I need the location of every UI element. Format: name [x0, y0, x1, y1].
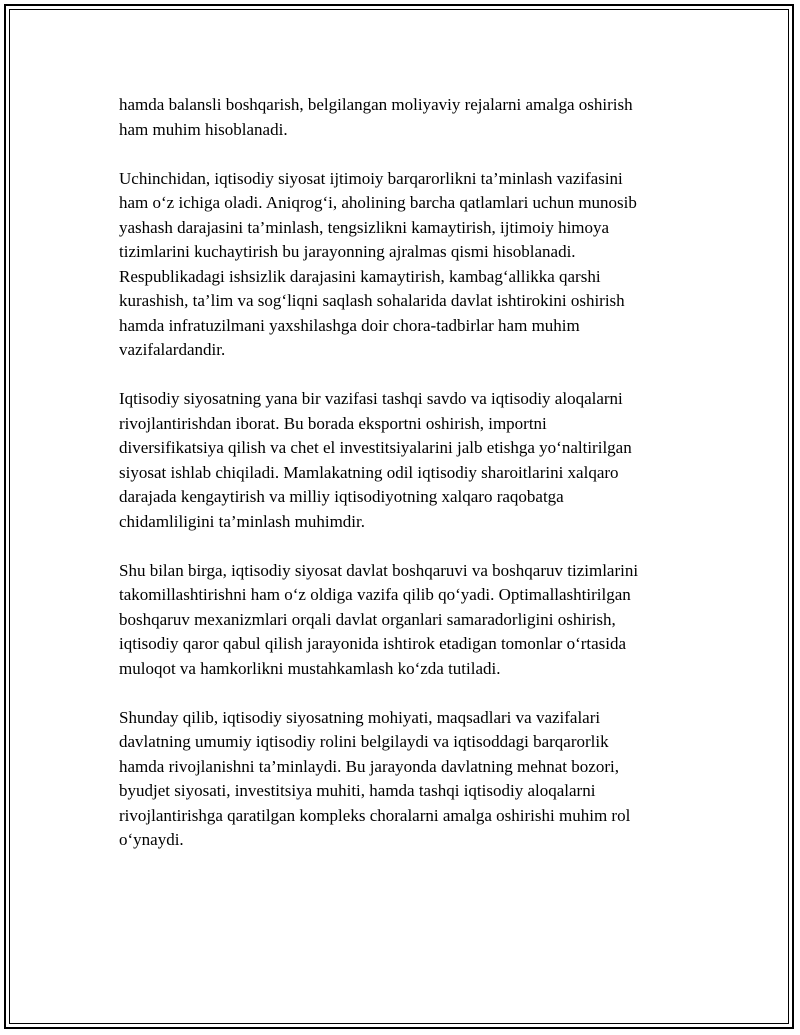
text-line: Uchinchidan, iqtisodiy siyosat ijtimoiy barqarorlikni ta’minlash vazifasini — [119, 168, 623, 188]
text-line: darajada kengaytirish va milliy iqtisodiyotning xalqaro raqobatga — [119, 487, 564, 506]
text-line: rivojlantirishdan iborat. Bu borada eksportni oshirish, importni — [119, 413, 547, 433]
text-line: hamda balansli boshqarish, belgilangan moliyaviy rejalarni amalga oshirish — [119, 95, 633, 114]
text-line: muloqot va hamkorlikni mustahkamlash ko‘zda tutiladi. — [119, 658, 501, 678]
paragraph-4 — [119, 559, 699, 682]
text-line: tizimlarini kuchaytirish bu jarayonning ajralmas qismi hisoblanadi. — [119, 242, 576, 261]
text-line: byudjet siyosati, investitsiya muhiti, hamda tashqi iqtisodiy aloqalarni — [119, 781, 596, 800]
text-line: ham muhim hisoblanadi. — [119, 119, 288, 139]
text-line: Shu bilan birga, iqtisodiy siyosat davlat boshqaruvi va boshqaruv tizimlarini — [119, 560, 639, 580]
text-line: vazifalardandir. — [119, 340, 226, 359]
paragraph-1 — [119, 93, 699, 142]
text-line: takomillashtirishni ham o‘z oldiga vazifa qilib qo‘yadi. Optimallashtirilgan — [119, 585, 631, 604]
text-line: hamda infratuzilmani yaxshilashga doir chora-tadbirlar ham muhim — [119, 315, 580, 335]
text-line: yashash darajasini ta’minlash, tengsizlikni kamaytirish, ijtimoiy himoya — [119, 217, 610, 237]
text-line: Iqtisodiy siyosatning yana bir vazifasi tashqi savdo va iqtisodiy aloqalarni — [119, 389, 623, 408]
paragraph-2 — [119, 167, 699, 363]
text-line: ham o‘z ichiga oladi. Aniqrog‘i, aholining barcha qatlamlari uchun munosib — [119, 193, 637, 212]
text-line: Respublikadagi ishsizlik darajasini kamaytirish, kambag‘allikka qarshi — [119, 266, 601, 286]
text-line: o‘ynaydi. — [119, 830, 184, 849]
text-line: kurashish, ta’lim va sog‘liqni saqlash sohalarida davlat ishtirokini oshirish — [119, 291, 625, 310]
paragraph-3 — [119, 387, 699, 534]
text-line: iqtisodiy qaror qabul qilish jarayonida ishtirok etadigan tomonlar o‘rtasida — [119, 634, 627, 653]
paragraph-5 — [119, 706, 699, 853]
text-line: Shunday qilib, iqtisodiy siyosatning mohiyati, maqsadlari va vazifalari — [119, 707, 601, 727]
text-line: boshqaruv mexanizmlari orqali davlat organlari samaradorligini oshirish, — [119, 609, 616, 629]
text-line: diversifikatsiya qilish va chet el investitsiyalarini jalb etishga yo‘naltirilgan — [119, 438, 632, 457]
text-line: chidamliligini ta’minlash muhimdir. — [119, 511, 366, 531]
document-body — [119, 93, 699, 877]
text-line: rivojlantirishga qaratilgan kompleks choralarni amalga oshirishi muhim rol — [119, 805, 631, 825]
text-line: siyosat ishlab chiqiladi. Mamlakatning odil iqtisodiy sharoitlarini xalqaro — [119, 462, 619, 482]
text-line: davlatning umumiy iqtisodiy rolini belgilaydi va iqtisoddagi barqarorlik — [119, 732, 609, 751]
text-line: hamda rivojlanishni ta’minlaydi. Bu jarayonda davlatning mehnat bozori, — [119, 756, 619, 776]
